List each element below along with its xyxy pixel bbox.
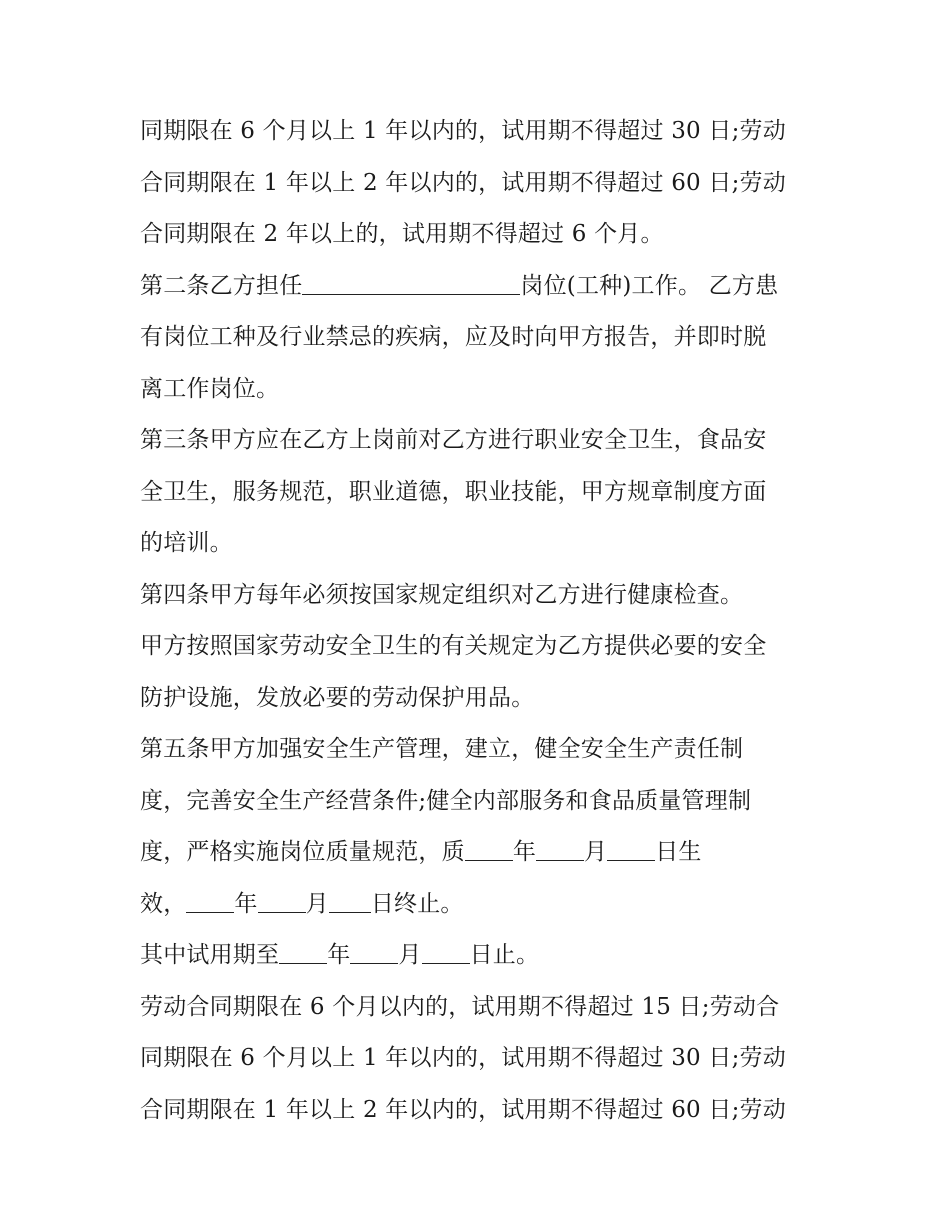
year-blank <box>465 840 513 861</box>
text-line: 同期限在 6 个月以上 1 年以内的，试用期不得超过 30 日;劳动 <box>140 118 786 144</box>
text-line: 同期限在 6 个月以上 1 年以内的，试用期不得超过 30 日;劳动 <box>140 1045 786 1071</box>
text-line: 合同期限在 1 年以上 2 年以内的，试用期不得超过 60 日;劳动 <box>140 169 786 196</box>
day-blank <box>329 892 371 913</box>
document-body <box>140 106 820 1136</box>
text-line: 甲方按照国家劳动安全卫生的有关规定为乙方提供必要的安全 <box>140 633 767 659</box>
month-blank <box>536 840 584 861</box>
year-label: 年 <box>327 942 351 968</box>
text-segment: 日止。 <box>469 942 540 968</box>
text-segment: 度，严格实施岗位质量规范，质 <box>140 839 465 865</box>
text-line: 防护设施，发放必要的劳动保护用品。 <box>140 684 535 711</box>
text-line: 第五条甲方加强安全生产管理，建立，健全安全生产责任制 <box>140 736 744 762</box>
text-line: 合同期限在 1 年以上 2 年以内的，试用期不得超过 60 日;劳动 <box>140 1096 786 1123</box>
text-line: 第三条甲方应在乙方上岗前对乙方进行职业安全卫生，食品安 <box>140 427 767 453</box>
year-label: 年 <box>512 839 537 865</box>
year-label: 年 <box>234 890 258 917</box>
text-segment: 日终止。 <box>370 890 464 917</box>
text-line: 离工作岗位。 <box>140 375 280 402</box>
date-line <box>140 930 820 982</box>
day-blank <box>607 840 655 861</box>
month-label: 月 <box>398 942 422 968</box>
text-segment: 日生 <box>655 839 702 865</box>
text-line: 的培训。 <box>140 530 233 556</box>
text-segment: 岗位(工种)工作。 乙方患 <box>520 272 779 299</box>
date-line <box>140 879 820 931</box>
text-segment: 其中试用期至 <box>140 942 280 968</box>
month-label: 月 <box>305 890 329 917</box>
text-segment: 第二条乙方担任 <box>140 272 303 299</box>
article-2-line <box>140 261 820 313</box>
text-line: 全卫生，服务规范，职业道德，职业技能，甲方规章制度方面 <box>140 478 767 505</box>
text-line: 第四条甲方每年必须按国家规定组织对乙方进行健康检查。 <box>140 581 744 608</box>
text-line: 度，完善安全生产经营条件;健全内部服务和食品质量管理制 <box>140 787 752 814</box>
month-label: 月 <box>584 839 608 865</box>
year-blank <box>186 892 234 913</box>
date-line <box>140 827 820 879</box>
text-segment: 效， <box>140 890 187 917</box>
position-blank <box>302 274 520 295</box>
month-blank <box>258 892 306 913</box>
text-line: 劳动合同期限在 6 个月以内的，试用期不得超过 15 日;劳动合 <box>140 993 780 1020</box>
text-line: 有岗位工种及行业禁忌的疾病，应及时向甲方报告，并即时脱 <box>140 324 767 350</box>
text-line: 合同期限在 2 年以上的，试用期不得超过 6 个月。 <box>140 221 664 247</box>
day-blank <box>422 943 470 964</box>
month-blank <box>350 943 398 964</box>
year-blank <box>279 943 327 964</box>
